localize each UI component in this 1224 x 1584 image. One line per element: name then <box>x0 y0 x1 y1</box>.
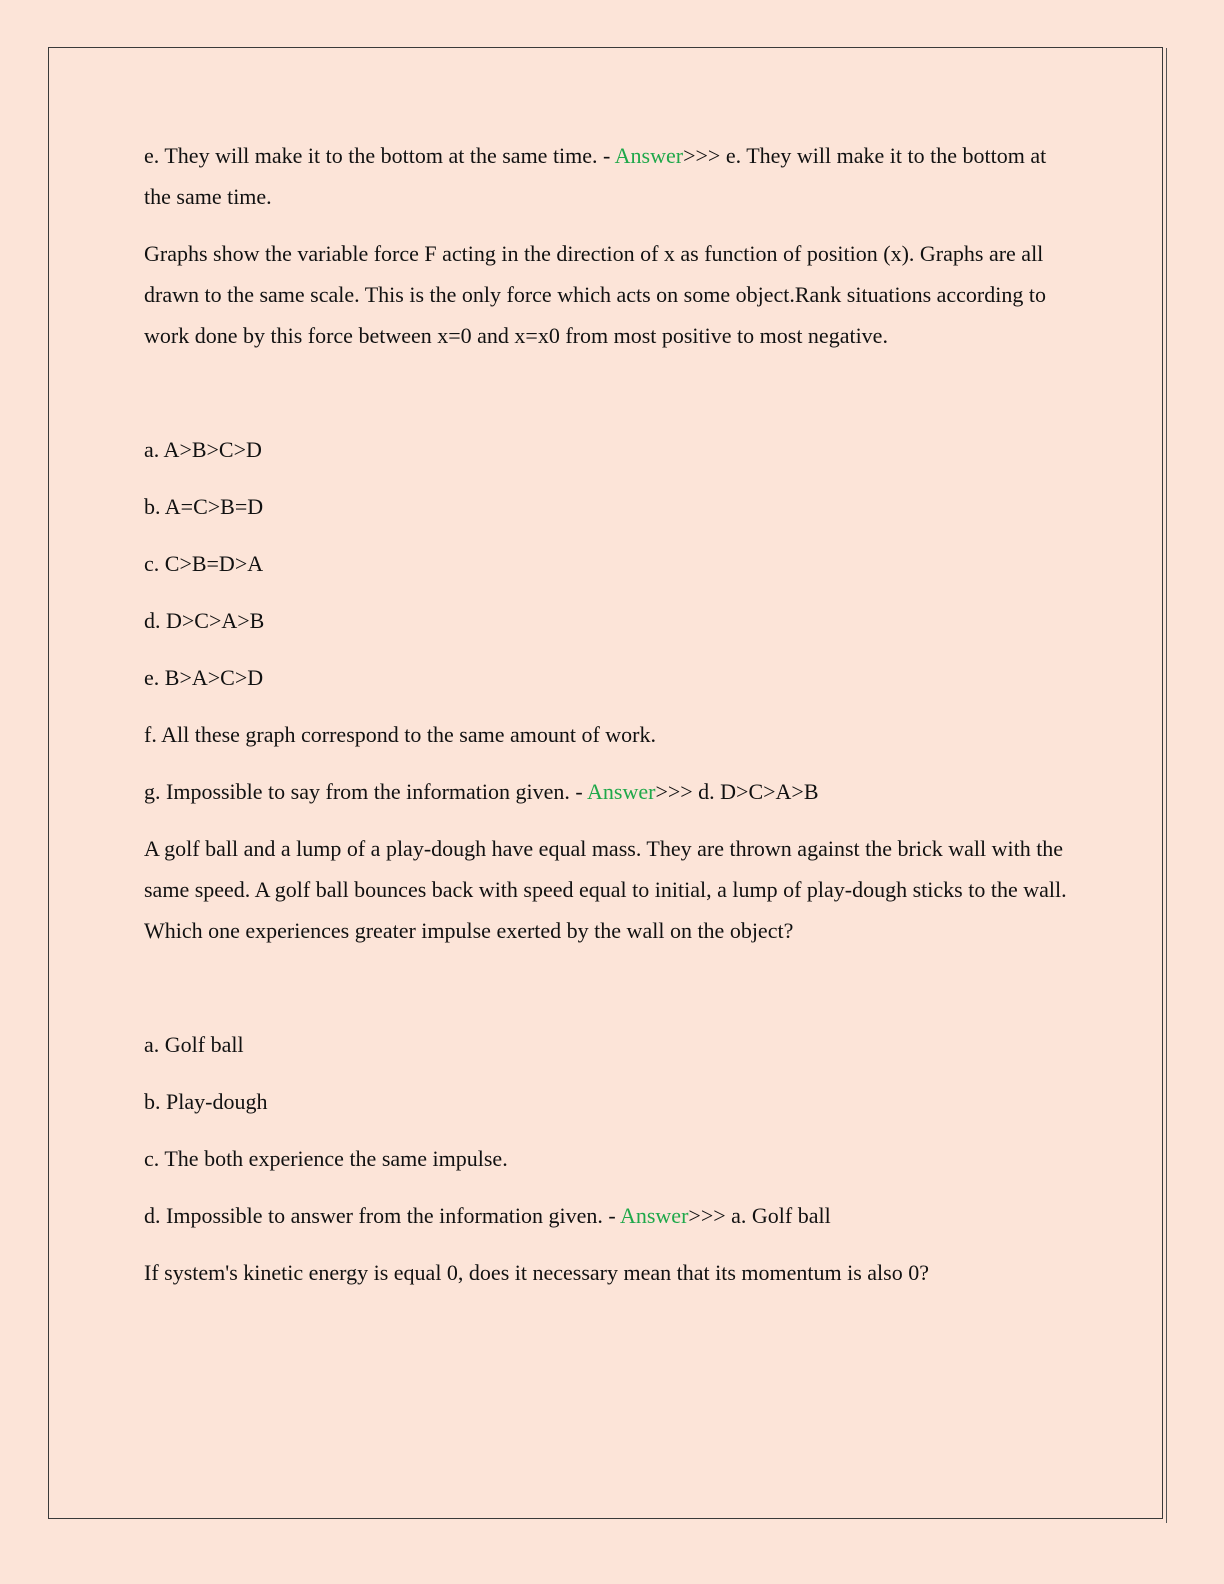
question-text: Graphs show the variable force F acting in the direction of x as function of position (x). Graphs are all drawn to the same scale. This is the only force which acts on some object.Rank situations according to work done by this force between x=0 and x=x0 from most positive to most negative. <box>144 241 1046 348</box>
option-line: d. D>C>A>B <box>144 608 265 633</box>
answer-label: Answer <box>619 1203 689 1228</box>
document-body <box>144 135 1074 1309</box>
option-line: c. The both experience the same impulse. <box>144 1146 508 1171</box>
option-line: b. Play-dough <box>144 1089 268 1114</box>
option-line: c. C>B=D>A <box>144 551 264 576</box>
spacer <box>144 967 1074 1024</box>
spacer <box>144 372 1074 429</box>
answer-label: Answer <box>587 779 656 804</box>
question-text: A golf ball and a lump of a play-dough have equal mass. They are thrown against the brick wall with the same speed. A golf ball bounces back with speed equal to initial, a lump of play-dough sticks to the wall. Which one experiences greater impulse exerted by the wall on the object? <box>144 836 1067 943</box>
option-line: b. A=C>B=D <box>144 494 264 519</box>
option-line: a. Golf ball <box>144 1032 244 1057</box>
option-line: e. B>A>C>D <box>144 665 264 690</box>
answer-line: e. They will make it to the bottom at the same time. - Answer>>> e. They will make it to the bottom at the same time. <box>144 143 1047 209</box>
option-line: f. All these graph correspond to the same amount of work. <box>144 722 656 747</box>
option-line: a. A>B>C>D <box>144 437 262 462</box>
answer-label: Answer <box>614 143 684 168</box>
question-text: If system's kinetic energy is equal 0, does it necessary mean that its momentum is also 0? <box>144 1260 929 1285</box>
answer-line: g. Impossible to say from the information given. - Answer>>> d. D>C>A>B <box>144 779 819 804</box>
answer-line: d. Impossible to answer from the information given. - Answer>>> a. Golf ball <box>144 1203 831 1228</box>
